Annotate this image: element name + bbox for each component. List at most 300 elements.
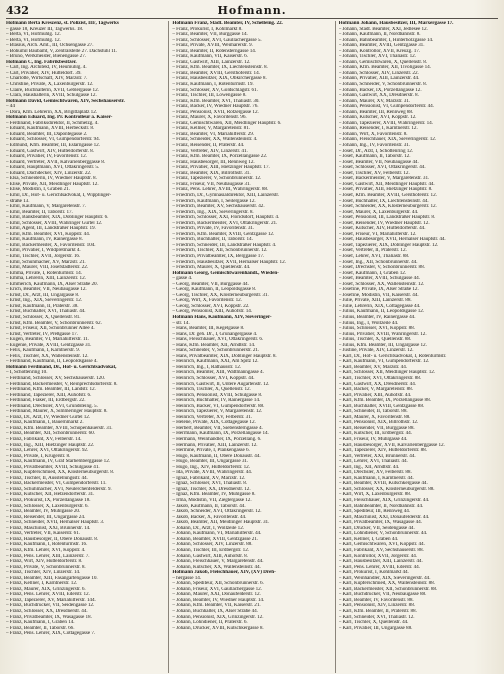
directory-entry: – Ferdinand, Kaufmann, II, Leopoldsgasse 4.: [6, 359, 98, 365]
directory-entry: – Johann, Beamter, XVIII, Gentzgasse 21.: [172, 536, 259, 542]
directory-entry: – Karl, Tapezierer, XIV, Hütteldorferstr. 88.: [338, 448, 427, 454]
directory-entry: – Emmerich, Kaufmann, IX, Alser Straße 20.: [6, 281, 98, 287]
directory-entry: – Karl, Privatier, III, Ungargasse 88.: [338, 625, 413, 631]
directory-entry: – Karl, Bäcker, V, Margaretenstr. 88.: [338, 387, 413, 393]
directory-entry: – Johann, Kfm. Beamter, VII, Kaiserstr. 21.: [172, 603, 261, 609]
directory-entry: – Franz, Tischler, XIV, Linzerstr. 14.: [6, 570, 81, 576]
directory-entry: – Franz, Reisender, II, Praterstr. 44.: [172, 143, 245, 149]
directory-entry-head: Hofmann Hans, Kaufmann, XIV, Sieveringer-: [172, 314, 272, 320]
directory-entry: – Johann, Buchhalter, IX, Alser Straße 44.: [172, 608, 258, 614]
directory-entry: – Johann, Beamter, XVIII, Gentzgasse 31.: [338, 43, 425, 49]
directory-entry: – Franz, Friseur, VII, Neubaugasse 31.: [172, 181, 251, 187]
directory-entry: – Karl, Kaufmann, VI, Gumpendorferstr. 12.: [338, 359, 430, 365]
directory-entry: – gasse 4.: [172, 276, 193, 282]
directory-entry: – Ernst, Kfm. Beamter, V, Schönbrunnerstr. 62.: [6, 320, 102, 326]
directory-entry: – Franz, Kfm. Lehrer, XVI, Koppstr. 4.: [6, 547, 86, 553]
directory-entry: – Johann, Kaufmann, II, Nordbahnstr. 8.: [338, 32, 421, 38]
directory-entry: – Franz, Schlosser, XVI, Gaullachergasse 5.: [172, 37, 262, 43]
directory-entry: – Carl, Privatier, XIV, Hütteldorf. 39.: [6, 70, 82, 76]
directory-entry: – Johann, Privatier, XIII, Lainzerstr. 44.: [338, 76, 420, 82]
directory-entry: – Friedrich, Ing., XIX, Sieveringerstr. 8.: [172, 209, 254, 215]
directory-entry: – Karl, Hausbesitzer, XIII, Lainzerstr. 44.: [338, 559, 423, 565]
directory-entry: – Emil, Schuhmacher, XV, Märzstr. 21.: [6, 259, 86, 265]
directory-entry: – Franz, Schneider, XVII, Hernalser Hauptstr. 3.: [6, 520, 105, 526]
directory-entry: – Franz, Schlosser, X, Laxenburgerstr. 6.: [6, 503, 89, 509]
directory-entry: – Josef, Dr., Arzt, I, Schottenring 12.: [338, 148, 414, 154]
directory-entry: – Elise, Private, XII, Meidlinger Hauptstr. 12.: [6, 181, 99, 187]
directory-entry: – Karl, Hausbesorger, XVII, Kalvarienberggasse 12.: [338, 442, 445, 448]
directory-entry: – Claire, Buchhalterin, XVII, Geblergasse 12.: [6, 87, 99, 93]
page-header: [6, 4, 498, 19]
directory-entry: – Josefine, Modistin, VII, Kaiserstr. 44.: [338, 292, 419, 298]
directory-entry: – Julius, Beamter, IV, Rainergasse 44.: [338, 314, 416, 320]
directory-entry: – Johann, Gastwirt, XIII, Auhofstr. 8.: [172, 553, 248, 559]
directory-entry: – Josef, Lehrer, XVI, Thaliastr. 88.: [338, 253, 410, 259]
directory-entry: – Berta, VI, Hofmühlg. 12.: [6, 32, 61, 38]
directory-entry: – Bruno, Werkmeister, Bienengasse 27.: [6, 54, 86, 60]
directory-entry: – Karl, Kaufmann, I, Kärntnerstr. 44.: [338, 475, 414, 481]
directory-entry: – Franz, Beamter, VII, Burggasse 14.: [172, 32, 248, 38]
directory-entry: – Ernst, Friseur, XII, Schönbrunner Allee 4.: [6, 326, 95, 332]
directory-entry: – Franz, Kaufmann, IV, Graf Starhemberggasse 12.: [6, 459, 111, 465]
directory-entry: – Eduard, Dachdecker, XIV, Linzerstr. 22.: [6, 170, 92, 176]
directory-entry: – Josef, Pensionist, III, Landstraßer Hauptstr. 8.: [338, 215, 436, 221]
directory-entry: – Johann, Schneider, V, Schönbrunnerstr. 8.: [338, 82, 427, 88]
directory-entry: – Ernst, Vertreter, IV, Preßgasse 17.: [6, 331, 78, 337]
directory-entry: – Carl, Ing. Architekt, IV, Heumühlg. 4.: [6, 65, 87, 71]
directory-entry: – Franz, Buchdrucker, VII, Seidengasse 12.: [6, 603, 95, 609]
directory-entry: – Franz, Beamter, IV, Mühlgasse 20.: [6, 509, 81, 515]
directory-entry: – Karl, Privatier, XIII, Auhofstr. 44.: [338, 392, 412, 398]
directory-entry: – Julie, Lehrerin, XIX, Cottagegasse 44.: [338, 303, 421, 309]
directory-entry: – Johann, Pensionist, XIX, Grinzingerstr. 12.: [172, 614, 264, 620]
directory-entry: – Eduard, Hauptmann, XVI, Ottakringerstr. 5.: [6, 165, 100, 171]
directory-entry: – Franz, Tapezierer, XV, Mariahilferstr. 144.: [6, 597, 96, 603]
directory-entry: – Johann, Spediteur, XII, Schönbrunnerstr. 6.: [172, 581, 264, 587]
directory-entry: – Johann, Ing., IV, Favoritenstr. 31.: [338, 143, 411, 149]
directory-entry: – Heinrich, Kaufmann, XXI, Am Spitz 12.: [172, 359, 259, 365]
directory-entry: – Emil, Bankbeamter, XIX, Döblinger Hauptstr. 6.: [6, 215, 109, 221]
directory-entry: – Franz, Pens. Lehrer, XIX, Cottagegasse 7.: [6, 631, 96, 637]
directory-entry: – Julius, Privatier, XVIII, Währingerstr. 12.: [338, 331, 427, 337]
directory-entry-head: Hofmann David, Gemischtwaren, XIV, Sechshauserstr.: [6, 98, 125, 104]
directory-entry: – Friedrich, Dr., Gymnasialdirektor, XIII, Lainzerstr.: [172, 192, 280, 198]
directory-entry: – Friedrich, Kaufmann, I, Seilergasse 12.: [172, 198, 256, 204]
directory-entry: – Emil, Kaufmann, IV, Rainergasse 8.: [6, 237, 83, 243]
directory-entry: – Karl, Kellner, I, Graben 44.: [338, 536, 399, 542]
directory-entry: – Franz, Hausbesorger, II, Obere Donaustr. 8.: [6, 536, 99, 542]
directory-entry: – Hans, Kfm. Beamter, XII, Arndtstr. 14.: [172, 342, 256, 348]
directory-entry: – Ida, Private, XVIII, Währingerstr. 44.: [172, 470, 253, 476]
directory-entry: – Emil, Bäckermeister, X, Favoritenstr. 104.: [6, 242, 96, 248]
directory-entry: – Josef, Bäckermeister, V, Margaretenstr. 31.: [338, 176, 430, 182]
directory-entry: – Johann, Kfm. Beamter, XII, Tivoligasse 14.: [338, 65, 431, 71]
directory-entry: – Friedrich, Kfm. Beamter, XVIII, Gentzgasse 12.: [172, 231, 275, 237]
directory-entry: – Emma, Private, I, Rotenturmstr. 14.: [6, 270, 82, 276]
directory-entry: – Eduard, Vertreter, XVII, Kalvarienberggasse 8.: [6, 159, 106, 165]
directory-entry: – Karl, Gemischtwaren, XVI, Koppstr. 44.: [338, 542, 425, 548]
directory-entry: – Erich, Beamter, VII, Neubaugasse 12.: [6, 287, 87, 293]
directory-entry: – Franz, Private, XVIII, Weimarerstr. 9.: [172, 43, 253, 49]
directory-entry: – Franz, Gastwirt, XIII, Lainzerstr. 12.: [172, 59, 251, 65]
directory-entry: – Eugen, Beamter, VI, Mariahilferstr. 11.: [6, 337, 90, 343]
directory-entry: – Franz, Beamter, II, Rotensterngasse 14.: [172, 48, 257, 54]
directory-column-middle: [168, 21, 334, 673]
page-number: 432: [6, 4, 29, 17]
directory-entry: – Franz, Beamter, XIX, Billrothstr. 31.: [172, 170, 251, 176]
directory-entry: – Friedrich, Tischler, XII, Schönbrunnerstr. 12.: [172, 248, 268, 254]
directory-entry: – straße 13.: [6, 198, 30, 204]
directory-entry: – Franz, Kfm. Beamter, IX, Liechtensteinstr. 8.: [172, 65, 268, 71]
directory-entry: – Karl, Beamter, XVIII, Kutschkergasse 44.: [338, 481, 428, 487]
directory-entry: – Elise, Modistin, I, Graben 21.: [6, 187, 70, 193]
directory-entry: – Franz, Private, V, Schönbrunnerstr. 8.: [6, 564, 86, 570]
directory-entry: – Karl, Reisender, VII, Burggasse 88.: [338, 425, 415, 431]
directory-entry: – Franz, Kfm. Beamter, IX, Porzellangasse 22.: [172, 154, 268, 160]
directory-entry: – Heinrich, Bäcker, VI, Gumpendorferstr. 88.: [172, 403, 265, 409]
directory-entry: – Karl, Dr., Hof- u. Gerichtsadvokat, I, Rotenturmstr.: [338, 353, 447, 359]
directory-entry: – Franz, Pens. Lehrer, XVIII, Währingerstr. 88.: [172, 187, 269, 193]
directory-entry: – Karl, Schneider, XVI, Thaliastr. 12.: [338, 614, 415, 620]
directory-entry: – Josef, Privatier, XIII, Hietzinger Hauptstr. 8.: [338, 187, 433, 193]
directory-entry: – Christine, Private, X, Laxenburgerstr. 12.: [6, 82, 94, 88]
directory-entry: – Elsa, Schneiderin, IV, Wiedner Hauptstr. 8.: [6, 176, 97, 182]
directory-entry: – Franz, Kaufmann, I, Bauernmarkt 2.: [6, 420, 84, 426]
directory-entry: – Karl, Prokurist, I, Kohlmarkt 44.: [338, 570, 409, 576]
directory-entry: – Josef, Beamter, VII, Neubaugasse 44.: [338, 159, 419, 165]
directory-entry: – Karl, Buchhalter, XVIII, Gentzgasse 88.: [338, 403, 425, 409]
directory-entry: – Johann, Gemischtwaren, X, Quellenstr. 8.: [338, 59, 428, 65]
directory-entry: – Heinrich, Beamter, XIII, Wattmanngasse 4.: [172, 370, 264, 376]
directory-entry: – Franz, Kfm. Beamter, XVI, Thaliastr. 30.: [172, 98, 260, 104]
directory-entry: – Johann, Dr., Arzt, I, Wollzeile 12.: [172, 525, 245, 531]
directory-entry: – Karl, Privatbeamter, IX, Wasagasse 44.: [338, 520, 422, 526]
directory-entry: – Hugo, Beamter, III, Ungargasse 31.: [172, 459, 249, 465]
directory-entry: – Herrmann, Kaufmann, IX, Porzellangasse 14.: [172, 431, 269, 437]
directory-entry: – Felix, Kaufmann, I, Kärntnerstr. 9.: [6, 348, 80, 354]
directory-entry: – Emil, Tischler, XVII, Jörgerstr. 16.: [6, 253, 81, 259]
directory-entry: – Johann, Schlosser, XIV, Linzerstr. 88.: [172, 542, 253, 548]
directory-entry: – Emil, Agent, III, Landstraßer Hauptstr. 19.: [6, 226, 96, 232]
directory-entry: – Franz, Ing., XIII, Hietzinger Hauptstr. 22.: [6, 442, 95, 448]
directory-entry: – Eduard, Schlosser, VI, Gumpendorferstr. 94.: [6, 137, 100, 143]
directory-entry: – Hans, Dr. geh. Dr., I, Grünangergasse 4.: [172, 331, 258, 337]
directory-entry: – Johann, Tischler, III, Erdbergstr. 12.: [172, 547, 249, 553]
directory-entry: – Jakob, Bäcker, X, Favoritenstr. 44.: [172, 514, 247, 520]
directory-entry: – Franz, Kaufmann, VII, Kaiserstr. 6.: [172, 54, 248, 60]
directory-entry: – Ernst, Ing., XIX, Sieveringerstr. 12.: [6, 298, 82, 304]
directory-entry: – Johann, Reisender, I, Kärntnerstr. 12.: [338, 126, 418, 132]
directory-entry-head: Hofmann Franz, Städt. Beamter, IV, Schelleing. 22.: [172, 21, 283, 26]
directory-entry: – Ernst, Dr., Arzt, III, Ungargasse 8.: [6, 292, 80, 298]
directory-entry: – Franz, Bäckermeister, VI, Gumpendorferstr. 11.: [6, 481, 107, 487]
directory-entry: – Hermine, Private, I, Plankengasse 6.: [172, 448, 250, 454]
directory-entry: – Heinrich, Gastwirt, II, Untere Augartenstr. 12.: [172, 381, 270, 387]
directory-entry: – Franz, Pens. Lehrer, XVIII, Ederstr. 12.: [6, 592, 90, 598]
directory-entry: – Friedrich, Schlosser, XXI, Floridsdorf, Hauptstr. 4.: [172, 215, 280, 221]
directory-entry: – Karl, Lehrer, XVI, Thaliastr. 44.: [338, 459, 408, 465]
directory-entry: – Karl, Wirt, X, Laxenburgerstr. 88.: [338, 492, 412, 498]
directory-entry: – Johann, Maurer, XV, Märzstr. 31.: [338, 98, 411, 104]
directory-entry: – Karl, Tischler, XVI, Ottakringerstr. 88.: [338, 376, 422, 381]
directory-entry: – Eduard, Kaufmann, XVIII, Herbeckstr. 8.: [6, 126, 95, 132]
directory-entry: – Franz, Vertreter, XIV, Linzerstr. 41.: [172, 148, 248, 154]
directory-entry: – Johann, Tischler, XVI, Thaliastr. 12.: [338, 54, 416, 60]
directory-entry: – Johann, Pensionist, VI, Gumpendorferstr. 44.: [338, 104, 434, 110]
directory-entry: – Franz, Privatbeamter, XVIII, Schulgasse 41.: [6, 464, 100, 470]
directory-entry-head: Hofmann Johann, Hausbesitzer, III, Marxergasse 17.: [338, 21, 454, 26]
directory-entry: – Karl, Drechsler, XV, Felberstr. 88.: [338, 470, 412, 476]
directory-entry: – Josef, Maurer, X, Laxenburgerstr. 44.: [338, 209, 419, 215]
directory-entry: – Josefine, Private, IX, Alser Straße 12.: [338, 287, 419, 293]
directory-entry-head: Hofmann C, Ing. Fabrikbesitzer.: [6, 59, 77, 65]
directory-entry: – Karl, Gastwirt, XX, Dresdnerstr. 44.: [338, 381, 416, 387]
directory-entry: – Friedrich, Bäckermeister, XVI, Ottakringerstr. 21.: [172, 220, 278, 226]
directory-entry: – Bohumil Baubamt, V, Zentralstelle 27. Dachstuhl 11.: [6, 48, 118, 54]
directory-entry: – Franz, Privatier, XIII, Hietzinger Hauptstr. 17.: [172, 165, 270, 171]
directory-entry: – Josef, Tapezierer, XIX, Döblinger Hauptstr. 12.: [338, 242, 439, 248]
directory-entry: – Franz, Kaufmann, I, Rotenturmstr. 16.: [6, 542, 88, 548]
directory-entry: – Josef, Kaufmann, I, Graben 12.: [338, 270, 407, 276]
directory-entry: – Josef, Reisender, IV, Wiedner Hauptstr. 12.: [338, 220, 430, 226]
directory-entry: – Ernst, Buchhalter, XVI, Thaliastr. 44.: [6, 309, 86, 315]
directory-entry: – Georg, Schlosser, XVI, Koppstr. 22.: [172, 303, 250, 309]
directory-entry: – Ferdinand, Fiaker, III, Erdbergstr. 22.: [6, 398, 86, 404]
directory-entry: – Josef, Kfm. Beamter, XVIII, Gersthoferstr. 12.: [338, 192, 437, 198]
directory-entry: – Franz, Schlosser, XX, Dresdnerstr. 44.: [6, 608, 88, 614]
directory-entry: – Eduard, Privatier, IV, Favoritenstr. 12.: [6, 154, 87, 160]
directory-entry: – Karl, Beamter, XV, Märzstr. 44.: [338, 364, 408, 370]
directory-entry: – Franz, Prokurist, IX, Porzellangasse 18.: [6, 498, 91, 504]
directory-entry: – Franz, Maurer, XIX, Grinzingerstr. 6.: [6, 586, 86, 592]
directory-entry: – Johann, Schlosser, XIV, Linzerstr. 22.: [338, 70, 419, 76]
directory-entry: – hergasse 14.: [172, 575, 202, 581]
directory-entry: – Friedrich, Schneider, III, Landstraßer Hauptstr. 4.: [172, 242, 277, 248]
directory-entry: – Franz, Schneider, XX, Wallensteinstr. 4.: [172, 137, 258, 143]
directory-entry: – Heinrich, Buchhalter, IV, Rainergasse 14.: [172, 398, 261, 404]
directory-entry-head: Hofmann Eduard, Ing. Pr. Kontrolleur a. Kaiser-: [6, 115, 113, 121]
directory-entry: – Johann, Fleischhauer, V, Margaretenstr. 44.: [172, 559, 264, 565]
directory-entry: – Josef, Hausbesorger, XVII, Hernalser Hauptstr. 44.: [338, 237, 446, 243]
directory-entry: – Karl, Bäckermeister, XII, Schönbrunnerstr. 88.: [338, 586, 438, 592]
directory-entry: – Karl, Kontrollor, XVII, Jörgerstr. 44.: [338, 553, 418, 559]
directory-entry: – Ferdinand, Schlosser, XV, Sechshauserstr. 120.: [6, 376, 106, 381]
directory-entry: – Ferdinand, Drechsler, XVI, Grundsteing. 5.: [6, 403, 98, 409]
directory-entry: – Friedrich, Private, IV, Favoritenstr. 31.: [172, 226, 255, 232]
directory-entry: – Franz, Bäcker, IV, Wiedner Hauptstr. 76.: [172, 104, 259, 110]
directory-entry: – Hermann, Weinhändler, IX, Porzellang. 6.: [172, 437, 262, 443]
directory-entry: – Karl, Schlosser, XX, Klosterneuburgerstr. 88.: [338, 486, 435, 492]
directory-entry: – Dora, Kfm. Lehrerin, XX, Brigittaplatz 12.: [6, 109, 98, 115]
directory-entry: – Karl, Kfm. Beamter, II, Praterstr. 88.: [338, 608, 417, 614]
directory-entry: – Ferdinand, Tapezierer, XIII, Auhofstr. 6.: [6, 392, 92, 398]
directory-entry: – Ferdinand, Kfm. Beamter, III, Landstr. 12.: [6, 387, 96, 393]
directory-entry: – Franz, Beamter, XIII, Fasangartengasse 10.: [6, 575, 98, 581]
directory-entry: – Karl, Spediteur, III, Rennweg 44.: [338, 509, 411, 515]
directory-entry: – Josef, Kaufmann, II, Taborstr. 12.: [338, 154, 411, 160]
directory-entry: – Hans, Beamter, III, Kegelgasse 8.: [172, 326, 245, 332]
directory-entry: – Franz, Schuhmacher, XVI, Neulerchenfelderstr. 9.: [6, 486, 112, 492]
directory-entry: – Johann, Drucker, XVIII, Kutschkergasse 8.: [172, 625, 264, 631]
directory-entry: – Karl, Tischler, X, Quellenstr. 44.: [338, 620, 409, 626]
directory-entry: – Jakob, Beamter, XII, Meidlinger Hauptstr. 31.: [172, 520, 270, 526]
directory-entry: – Franz, Hausbesitzer, XIX, Obkirchergasse 8.: [172, 76, 267, 82]
directory-entry: – Johann, Beamter, IV, Wiedner Hauptstr. 14.: [172, 597, 265, 603]
directory-entry: – Franz, Maschinist, XXI, Brünnerstr. 14.: [6, 525, 91, 531]
directory-entry: – Friedrich, Maurer, X, Quellenstr. 44.: [172, 265, 251, 271]
directory-entry: – Ernst, Schlosser, X, Quellenstr. 81.: [6, 314, 81, 320]
directory-entry: – Franz, Kupferschmied, XX, Klosterneuburgerstr. 8.: [6, 470, 114, 476]
directory-entry: – Franz, Pensionist, XVII, Rötzergasse 12.: [172, 109, 259, 115]
directory-entry: – Ferdinand, Maurer, X, Simmeringer Hauptstr. 8.: [6, 409, 108, 415]
directory-entry: – Johann, Beamter, III, Rennweg 88.: [338, 109, 414, 115]
directory-entry: – Josef, Friseur, VI, Mariahilferstr. 12.: [338, 231, 417, 237]
directory-entry: – Franz, Kaufmann, I, Rotenturmstr. 19.: [172, 82, 254, 88]
directory-entry: – Friedrich, Hausbesitzer, XVII, Hernalser Hauptstr. 12.: [172, 259, 286, 265]
directory-entry: – Karl, Kfm. Beamter, IX, Porzellangasse 88.: [338, 398, 431, 404]
directory-entry: – Johann, Wirt, X, Favoritenstr. 8.: [338, 131, 408, 137]
directory-entry: – Jakob, Schneider, XVI, Ottakringerstr. 12.: [172, 509, 262, 515]
directory-entry: – Franz, Privatbeamter, IX, Wasagasse 18.: [6, 614, 92, 620]
directory-entry: – Franz, Prokurist, I, Kohlmarkt 8.: [172, 26, 243, 32]
directory-entry: – Franz, Kellner, V, Margaretenstr. 81.: [172, 126, 250, 132]
directory-entry: – Karl, Beamter, IV, Favoritenstr. 88.: [338, 597, 414, 603]
directory-entry: – Karl, Kupferschmied, XX, Wallensteinstr. 88.: [338, 581, 435, 587]
directory-entry: – Eugenie, Private, XVIII, Gentzgasse 31.: [6, 342, 92, 348]
directory-entry: – Josef, Beamter, XVIII, Schulgasse 44.: [338, 276, 420, 282]
directory-entry: – Heinrich, Ing., I, Rathausstr. 12.: [172, 364, 241, 370]
directory-entry: – Irma, Modistin, VII, Zieglergasse 12.: [172, 498, 252, 504]
directory-entry: – Georg, Wirt, X, Favoritenstr. 12.: [172, 298, 242, 304]
directory-entry: – Heinrich, Vertreter, XV, Felberstr. 31.: [172, 414, 252, 420]
directory-entry: – Julius, Kfm. Beamter, III, Ungargasse 12.: [338, 342, 427, 348]
directory-entry: – Karl, Friseur, IV, Mühlgasse 44.: [338, 437, 408, 443]
directory-entry: – gasse 18, Kreuzer III, Tagwerks. 18.: [6, 26, 84, 32]
directory-entry: – Helene, Private, XIX, Cottagegasse 12.: [172, 420, 256, 426]
directory-entry: – Johann, Tapezierer, XVIII, Währingerstr. 14.: [338, 120, 433, 126]
directory-entry: – Franz, Kellner, I, Kärntnerstr. 12.: [6, 581, 78, 587]
directory-entry: – Josef, Drechsler, V, Schönbrunnerstr. 88.: [338, 265, 425, 271]
directory-entry: – Franz, Dr., Arzt, IV, Wiedner Gürtel 12.: [6, 414, 91, 420]
directory-entry: – Franz, Private, I, Krugerstr. 8.: [6, 453, 71, 459]
directory-entry: – I, Schottenring 10.: [6, 370, 48, 376]
directory-entry: – Karl, Schneider, II, Taborstr. 88.: [338, 409, 408, 415]
directory-entry: – Karl, Weinhändler, XIX, Sieveringerstr. 44.: [338, 575, 431, 581]
directory-columns: [6, 21, 498, 673]
directory-entry: – Karl, Kutscher, III, Erdbergstr. 44.: [338, 431, 412, 437]
directory-entry-head: Hofmann Ferdinand, Dr., Hof- u. Gerichtsadvokat,: [6, 364, 117, 370]
directory-entry: – Johann, Fleischhauer, XIX, Sieveringerstr. 12.: [338, 137, 437, 143]
directory-entry: – Josef, Buchhalter, IX, Liechtensteinstr. 44.: [338, 198, 429, 204]
directory-entry: – Franz, Pens. Lehrer, XIII, Lainzerstr. 7.: [6, 553, 90, 559]
directory-entry: – Franz, Gemischtwaren, XII, Meidlinger Hauptstr. 6.: [172, 120, 282, 126]
directory-entry: – Johann, Städt. Beamter, XXI, Jedlesee 12.: [338, 26, 428, 32]
directory-entry: – Franz, Kaufmann, I, Graben 14.: [6, 620, 75, 626]
directory-entry: – Josef, Tischler, XV, Felberstr. 12.: [338, 170, 410, 176]
directory-entry: – Ignaz, Schlosser, XVI, Thaliastr. 8.: [172, 481, 248, 487]
directory-entry: – Josef, Kutscher, XIV, Hütteldorferstr. 44.: [338, 226, 426, 232]
directory-entry: – Edmund, Kfm. Beamter, III, Eslarngasse 12.: [6, 143, 100, 149]
directory-entry: – Franz, Reisender, III, Ungargasse 24.: [6, 514, 86, 520]
directory-entry: – Karl, Fleischhauer, XIX, Grinzingerstr. 44.: [338, 498, 430, 504]
directory-entry: – Blasius, Arch. Amt., III, Ochsengasse 27.: [6, 43, 94, 49]
directory-entry-head: Hofmann Berta Kreszenz, st. Polizist, III/, Tagwerks: [6, 21, 119, 26]
directory-entry: – Franz, Kfm. Beamter, XVIII, Schopenhauerstr. 31.: [6, 425, 113, 431]
directory-entry: – Karl, Maschinist, XXI, Donaufelderstr. 44.: [338, 514, 430, 520]
directory-entry-head: Hofmann Georg, Gemischtwarenhändl., Wieden-: [172, 270, 279, 276]
directory-entry: – Hermann, Privatier, XIII, Lainzerstr. 12.: [172, 442, 258, 448]
directory-entry: – Emma, Lehrerin, XIII, Lainzerstr. 12.: [6, 276, 86, 282]
directory-entry: – Emil, Beamter, II, Taborstr. 17.: [6, 209, 73, 215]
directory-entry: – Felix, Tischler, XX, Wallensteinstr. 12.: [6, 353, 89, 359]
directory-entry: – Eduard, Beamter, III, Dapontegasse 2.: [6, 131, 88, 137]
directory-entry: – Herbert, Beamter, VII, Siebensterngasse 4.: [172, 425, 263, 431]
directory-entry: – Josef, Schlosser, XVI, Ottakringerstr. 44.: [338, 165, 426, 171]
directory-entry: – Franz, Beamter, VI, Mariahilferstr. 29.: [172, 131, 255, 137]
directory-entry: – Berta, VI, Hofmühlg. 12.: [6, 37, 61, 43]
directory-entry: – Ferdinand, Bäckermeister, V, Reinprechtsdorferstr. 8.: [6, 381, 118, 387]
directory-entry: – Hans, Fleischhauer, XVI, Ottakringerstr. 6.: [172, 337, 264, 343]
directory-entry: – Franz, Schlosser, XV, Goldschlagstr. 61.: [172, 87, 258, 93]
directory-entry: – Hans, Privatbeamter, XIX, Döblinger Hauptstr. 8.: [172, 353, 277, 359]
directory-entry: – Franz, Tischler, II, Ausstellungsstr. 44.: [6, 475, 88, 481]
directory-entry: – Jakob, Kaufmann, II, Taborstr. 44.: [172, 503, 246, 509]
directory-entry: – Eduard, Gastwirt, XIV, Hütteldorferstr. 8.: [6, 148, 94, 154]
directory-entry: – Franz, Tischler, III, Löwengasse 8.: [172, 93, 247, 99]
directory-entry: – Heinrich, Tapezierer, V, Margaretenstr. 12.: [172, 409, 263, 415]
directory-entry: – Hugo, Ing., XIV, Hütteldorferstr. 12.: [172, 464, 250, 470]
directory-entry: – Johann, Lohndiener, II, Praterstr. 6.: [172, 620, 248, 626]
directory-entry: – Franz, Vertreter, VII, Kaiserstr. 61.: [6, 531, 80, 537]
directory-entry: – Franz, Fabrikant, XV, Felberstr. 14.: [6, 437, 82, 443]
directory-entry: – Karl, Vertreter, XXI, Brünnerstr. 44.: [338, 453, 416, 459]
directory-entry: – Julie, Private, XIII, Lainzerstr. 88.: [338, 298, 412, 304]
directory-entry: – Josef, Ing., XII, Schönbrunnerstr. 44.: [338, 259, 418, 265]
directory-entry: – Emil, Kaufmann, V, Margaretenstr. 7.: [6, 204, 86, 210]
directory-entry: – Karl, Ing., XII, Arndtstr. 44.: [338, 464, 400, 470]
directory-entry: – Franz, Beamter, XII, Schönbrunnerstr. 60.: [6, 431, 95, 437]
directory-entry: – Karl, Bahnbeamter, II, Nordbahnstr. 44.: [338, 503, 424, 509]
directory-entry: – Franz, Tapezierer, V, Schönbrunnerstr. 12.: [172, 176, 262, 182]
directory-entry: – Friedrich, Privatbeamter, IX, Berggasse 17.: [172, 253, 265, 259]
directory-entry: – Clara, Haushalterin, XVIII, Schulgasse 12.: [6, 93, 97, 99]
directory-entry-head: Hofmann Jakob, Fleischhauer, XIV, (XV) Dreh-: [172, 570, 276, 576]
directory-entry: – Johann, Kaufmann, VI, Mariahilferstr. 44.: [172, 531, 262, 537]
directory-entry: – Karl, Lohndiener, V, Schönbrunnerstr. 44.: [338, 531, 428, 537]
running-head: Hofmann.: [217, 4, 287, 17]
directory-entry: – Josef, Schlosser, XX, Wallensteinstr. 12.: [338, 281, 425, 287]
directory-column-left: [6, 21, 168, 673]
directory-entry: – Friedrich, Buchhalter, II, Taborstr. 14.: [172, 237, 253, 243]
directory-entry: – Georg, Pensionist, XIII, Auhofstr. 14.: [172, 309, 253, 315]
directory-entry: – Julius, Schlosser, XVI, Koppstr. 88.: [338, 326, 415, 332]
directory-entry: – Johann, Friseur, XVI, Gaullachergasse 12.: [172, 586, 262, 592]
directory-entry: – Julius, Tischler, X, Quellenstr. 88.: [338, 337, 412, 343]
directory-entry: – Ignaz, Fabrikant, XV, Märzstr. 12.: [172, 475, 246, 481]
directory-entry: – Johann, Gastwirt, XX, Dresdnerstr. 8.: [338, 93, 419, 99]
directory-entry: – Heinrich, Tischler, X, Quellenstr. 12.: [172, 387, 251, 393]
directory-entry: – Karl, Pens. Lehrer, XVIII, Ederstr. 44.: [338, 564, 420, 570]
directory-entry: – Julius, Kaufmann, II, Leopoldsgasse 12.: [338, 309, 425, 315]
directory-entry: – Emil, Kfm. Beamter, XVI, Koppstr. 44.: [6, 231, 91, 237]
directory-entry: – Franz, Kutscher, XII, Hetzendorferstr. 31.: [6, 492, 95, 498]
directory-entry: – Franz, Wirt, XIV, Hütteldorferstr. 8.: [6, 559, 83, 565]
directory-entry: – Karl, Drucker, VII, Seidengasse 44.: [338, 525, 415, 531]
directory-entry: – Franz, Maurer, X, Favoritenstr. 96.: [172, 115, 247, 121]
directory-entry: – Franz, Beamter, II, Taborstr. 66.: [6, 625, 75, 631]
directory-entry: – Georg, Beamter, VII, Burggasse 44.: [172, 281, 249, 287]
directory-entry: – Josef, Gastwirt, XII, Meidlinger Hauptstr. 44.: [338, 181, 435, 187]
